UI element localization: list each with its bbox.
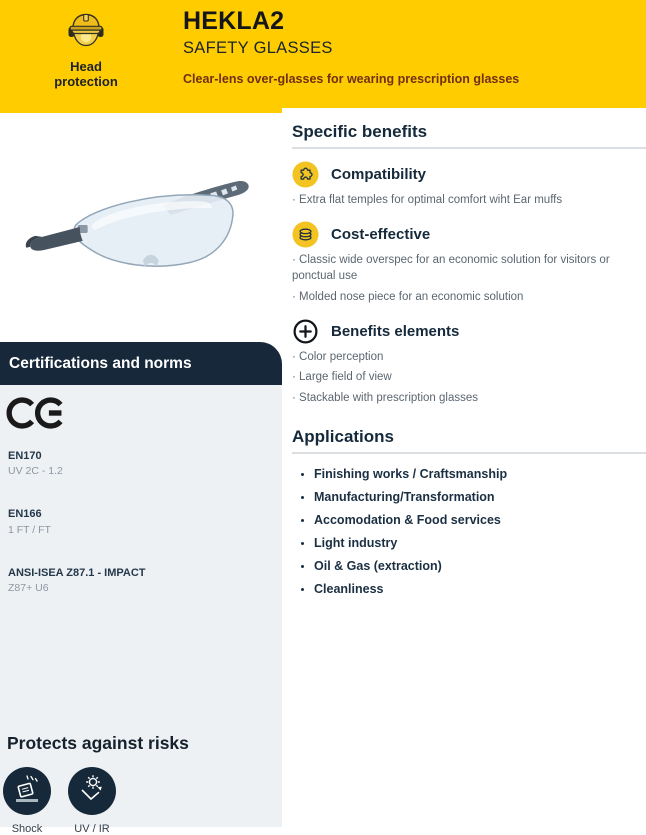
certification-entry — [8, 566, 146, 594]
certification-name: EN166 — [8, 508, 42, 521]
certification-name: EN170 — [8, 450, 42, 462]
certification-value: UV 2C - 1.2 — [8, 465, 63, 478]
benefit-group — [292, 161, 646, 209]
divider — [292, 452, 646, 454]
right-column — [282, 108, 646, 827]
application-item: • Accomodation & Food services — [314, 513, 646, 527]
risk-label: Shock — [11, 823, 43, 835]
certifications-title: Certifications and norms — [9, 355, 192, 372]
plus-icon — [292, 318, 319, 345]
risk-label: UV / IR — [74, 823, 110, 835]
product-description: Clear-lens over-glasses for wearing prescription glasses — [183, 71, 520, 86]
benefit-heading-row — [292, 221, 646, 248]
certification-value: 1 FT / FT — [8, 523, 51, 536]
risk-item — [2, 767, 52, 835]
application-item: • Oil & Gas (extraction) — [314, 559, 646, 573]
benefit-item: · Classic wide overspec for an economic solution for visitors or ponctual use — [292, 253, 610, 283]
certification-entry — [8, 507, 146, 535]
certification-value: Z87+ U6 — [8, 581, 49, 594]
application-item: • Finishing works / Craftsmanship — [314, 467, 646, 481]
certification-entry — [8, 449, 146, 477]
risk-item — [67, 767, 117, 835]
certification-list — [8, 449, 146, 624]
category-label: Head protection — [54, 59, 118, 89]
divider — [292, 147, 646, 149]
category-block — [40, 7, 132, 89]
benefit-item: · Molded nose piece for an economic solution — [292, 291, 524, 304]
benefit-heading: Benefits elements — [331, 322, 460, 340]
shock-icon — [3, 802, 51, 819]
benefit-groups — [292, 161, 646, 407]
header-tail — [0, 108, 282, 113]
product-subtitle: SAFETY GLASSES — [183, 38, 333, 57]
benefit-item: · Extra flat temples for optimal comfort wiht Ear muffs — [292, 194, 563, 206]
applications-title: Applications — [292, 426, 395, 446]
left-column — [0, 108, 282, 835]
product-image — [16, 146, 264, 319]
applications-list — [292, 467, 646, 596]
puzzle-icon — [292, 161, 319, 188]
certification-name: ANSI-ISEA Z87.1 - IMPACT — [8, 566, 146, 579]
application-item: • Manufacturing/Transformation — [314, 490, 646, 504]
benefit-group — [292, 221, 646, 306]
benefit-heading: Compatibility — [331, 166, 427, 183]
application-item: • Light industry — [314, 536, 646, 550]
benefit-heading-row — [292, 161, 646, 188]
product-title: HEKLA2 — [183, 7, 285, 35]
benefits-title: Specific benefits — [292, 122, 428, 141]
certifications-panel — [0, 385, 282, 835]
header-text — [183, 8, 519, 86]
head-protection-icon — [40, 7, 132, 55]
benefit-item: · Color perception — [292, 350, 384, 363]
risks-title: Protects against risks — [7, 733, 189, 753]
uv-ir-icon — [68, 802, 116, 819]
benefit-heading-row — [292, 318, 646, 345]
certifications-band — [0, 342, 282, 385]
header-band — [0, 0, 646, 108]
benefit-heading: Cost-effective — [331, 225, 431, 243]
benefit-item: · Stackable with prescription glasses — [292, 392, 478, 405]
benefit-group — [292, 318, 646, 407]
application-item: • Cleanliness — [314, 582, 646, 596]
benefit-item: · Large field of view — [292, 371, 392, 384]
coins-icon — [292, 221, 319, 248]
risk-row — [2, 767, 117, 835]
ce-mark-icon — [7, 395, 69, 436]
